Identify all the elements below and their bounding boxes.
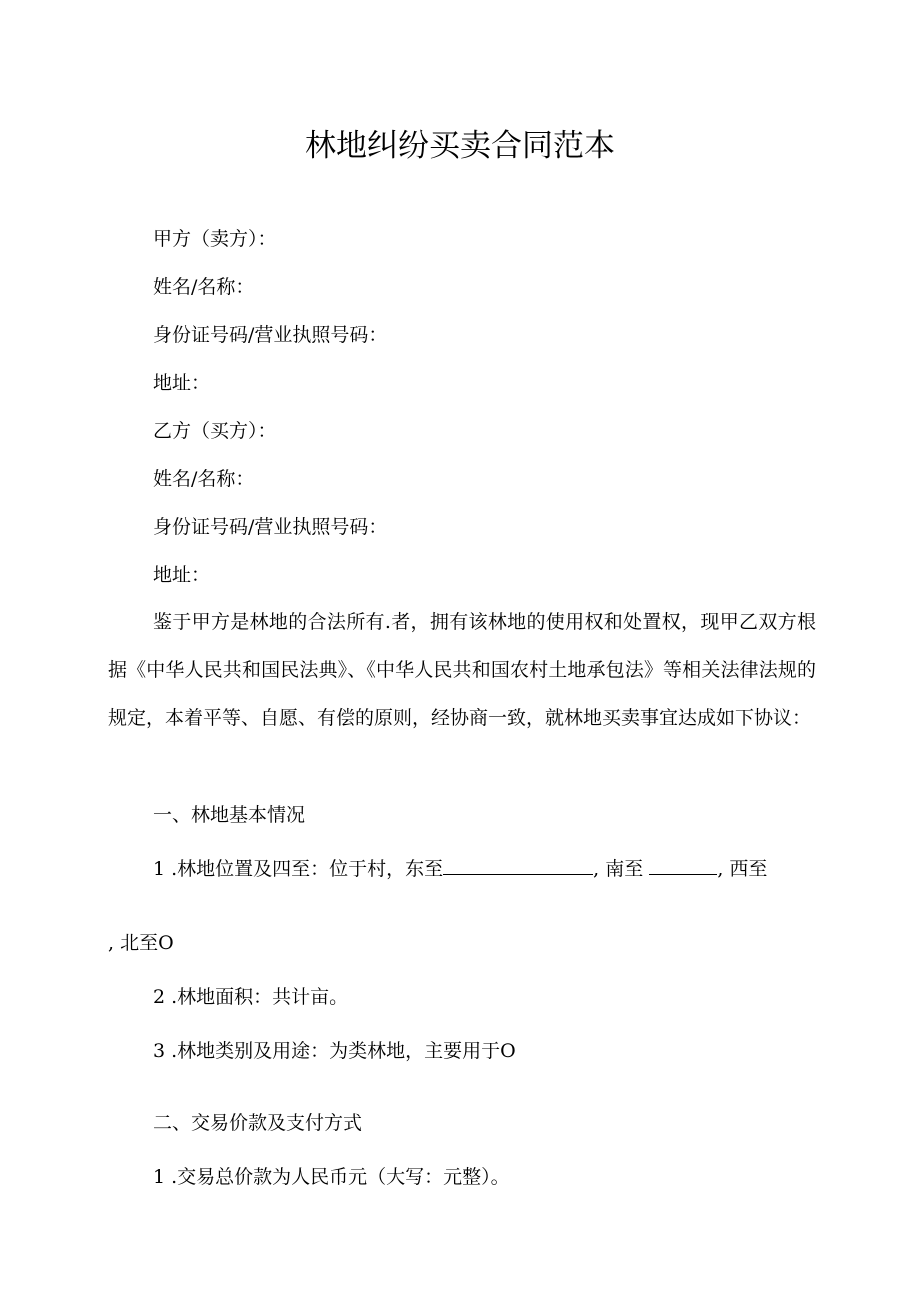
section1-item1-north: , 北至O [108, 932, 174, 954]
south-boundary-blank [649, 856, 717, 875]
item1-prefix: 1 .林地位置及四至：位于村，东至 [153, 858, 444, 880]
item1-west: , 西至 [717, 858, 768, 880]
party-b-id: 身份证号码/营业执照号码： [153, 516, 388, 538]
east-boundary-blank [443, 856, 593, 875]
section1-item3: 3 .林地类别及用途：为类林地，主要用于O [153, 1040, 516, 1062]
section1-item1 [153, 856, 767, 882]
section1-item2: 2 .林地面积：共计亩。 [153, 986, 349, 1008]
section1-heading: 一、林地基本情况 [153, 804, 306, 826]
section2-heading: 二、交易价款及支付方式 [153, 1112, 363, 1134]
party-a-name: 姓名/名称： [153, 276, 255, 298]
party-b-heading: 乙方（买方）： [153, 420, 277, 442]
item1-south: , 南至 [593, 858, 644, 880]
section2-item1: 1 .交易总价款为人民币元（大写：元整）。 [153, 1166, 510, 1188]
party-b-name: 姓名/名称： [153, 468, 255, 490]
preamble-paragraph: 鉴于甲方是林地的合法所有.者，拥有该林地的使用权和处置权，现甲乙双方根据《中华人民共和国民法典》、《中华人民共和国农村土地承包法》等相关法律法规的规定，本着平等、自愿、有偿的原则，经协商一致，就林地买卖事宜达成如下协议： [108, 611, 816, 729]
document-title: 林地纠纷买卖合同范本 [305, 128, 615, 164]
party-a-address: 地址： [153, 372, 211, 394]
party-a-heading: 甲方（卖方）： [153, 228, 277, 250]
party-b-address: 地址： [153, 564, 211, 586]
party-a-id: 身份证号码/营业执照号码： [153, 324, 388, 346]
